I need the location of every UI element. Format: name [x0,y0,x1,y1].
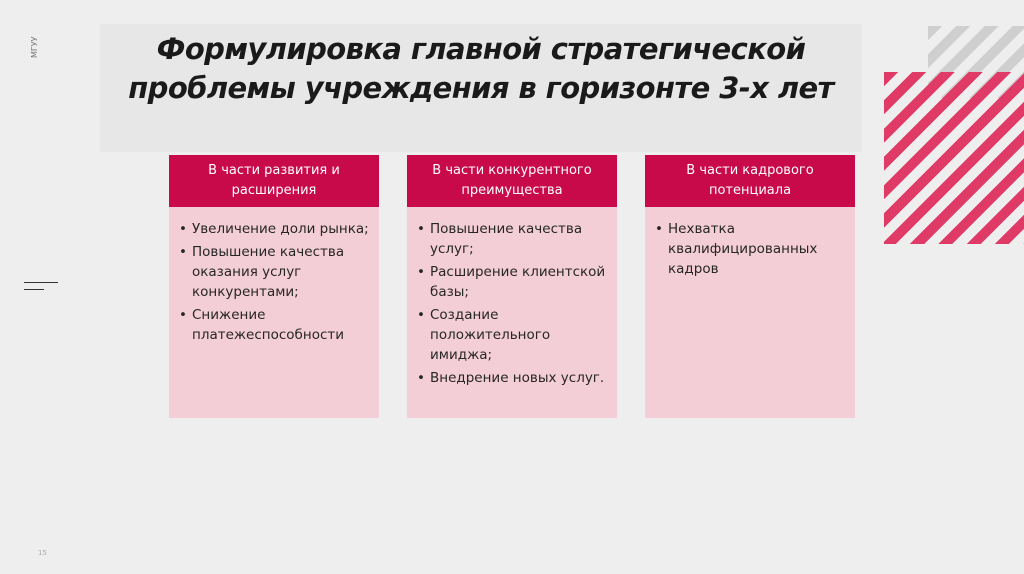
column-development [169,155,379,418]
side-label: МГУУ [30,36,39,58]
column-personnel [645,155,855,418]
page-number: 15 [38,549,47,557]
list-item: • Повышение качества оказания услуг конкурентами; [179,242,369,302]
list-item: • Нехватка квалифицированных кадров [655,219,845,279]
slide-title [100,30,862,108]
list-item: • Повышение качества услуг; [417,219,607,259]
list-item: • Увеличение доли рынка; [179,219,369,239]
pink-stripes-decoration [884,72,1024,244]
list-item: • Снижение платежеспособности [179,305,369,345]
column-list [169,207,379,345]
column-header: В части кадрового потенциала [645,155,855,207]
title-line-2: проблемы учреждения в горизонте 3-х лет [128,71,834,105]
column-header: В части развития и расширения [169,155,379,207]
list-item: • Создание положительного имиджа; [417,305,607,365]
decorative-line-short [24,289,44,290]
column-competitive [407,155,617,418]
list-item: • Расширение клиентской базы; [417,262,607,302]
decorative-line-long [24,282,58,283]
column-list [645,207,855,279]
column-header: В части конкурентного преимущества [407,155,617,207]
list-item: • Внедрение новых услуг. [417,368,607,388]
column-list [407,207,617,388]
decorative-lines [24,282,58,290]
title-line-1: Формулировка главной стратегической [156,32,806,66]
